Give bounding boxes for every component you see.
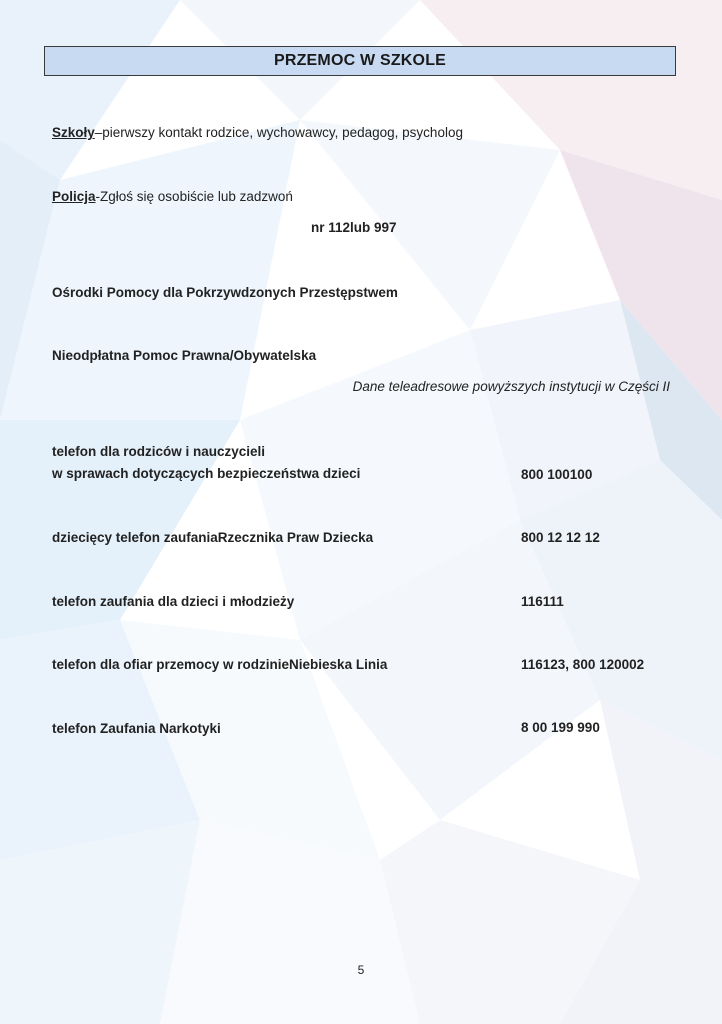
police-text: -Zgłoś się osobiście lub zadzwoń <box>95 189 293 204</box>
contact-5-number: 8 00 199 990 <box>521 720 600 735</box>
police-line <box>52 189 293 204</box>
page-number: 5 <box>357 963 365 977</box>
contact-info-note: Dane teleadresowe powyższych instytucji w Części II <box>352 379 670 394</box>
schools-label: Szkoły <box>52 125 95 140</box>
contact-4-number: 116123, 800 120002 <box>521 657 645 672</box>
contact-2-number: 800 12 12 12 <box>521 530 600 545</box>
contact-4-label: telefon dla ofiar przemocy w rodzinieNiebieska Linia <box>52 657 388 672</box>
contact-3-number: 116111 <box>521 594 564 609</box>
contact-5-label: telefon Zaufania Narkotyki <box>52 721 221 736</box>
police-label: Policja <box>52 189 96 204</box>
page-title: PRZEMOC W SZKOLE <box>273 52 447 69</box>
police-numbers: nr 112lub 997 <box>311 220 397 235</box>
page-title-box <box>44 46 676 76</box>
victim-aid-centers: Ośrodki Pomocy dla Pokrzywdzonych Przestępstwem <box>52 285 398 300</box>
contact-1-line1: telefon dla rodziców i nauczycieli <box>52 444 266 459</box>
contact-2-label: dziecięcy telefon zaufaniaRzecznika Praw Dziecka <box>52 530 374 545</box>
schools-line <box>52 125 463 140</box>
contact-1-number: 800 100100 <box>521 467 593 482</box>
contact-3-label: telefon zaufania dla dzieci i młodzieży <box>52 594 295 609</box>
contact-1-line2: w sprawach dotyczących bezpieczeństwa dzieci <box>52 466 361 481</box>
schools-text: –pierwszy kontakt rodzice, wychowawcy, pedagog, psycholog <box>94 125 463 140</box>
free-legal-aid: Nieodpłatna Pomoc Prawna/Obywatelska <box>52 348 317 363</box>
